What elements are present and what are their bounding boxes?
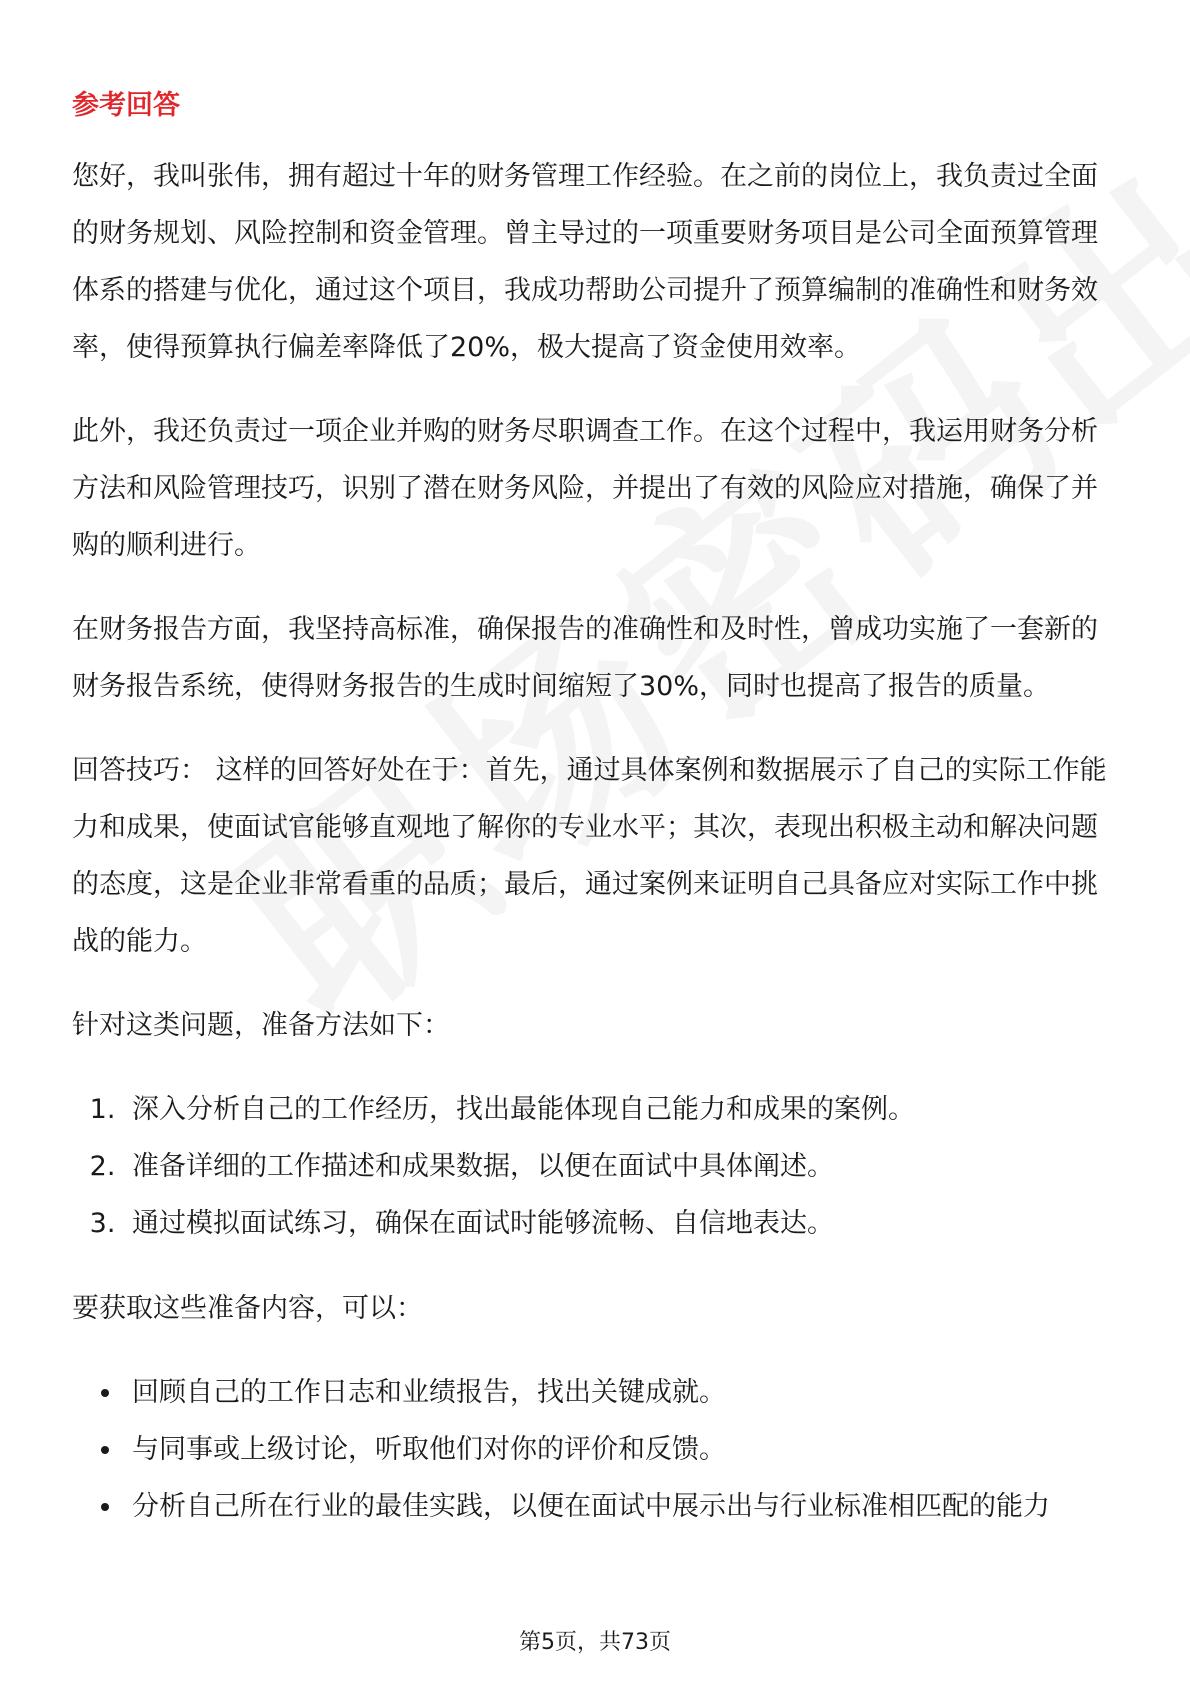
paragraph-intro: 您好，我叫张伟，拥有超过十年的财务管理工作经验。在之前的岗位上，我负责过全面的财务规划、风险控制和资金管理。曾主导过的一项重要财务项目是公司全面预算管理体系的搭建与优化，通过这个项目，我成功帮助公司提升了预算编制的准确性和财务效率，使得预算执行偏差率降低了20%，极大提高了资金使用效率。 (72, 161, 1098, 363)
paragraph-prep-intro: 针对这类问题，准备方法如下： (72, 1010, 450, 1041)
document-content (72, 86, 1122, 1535)
paragraph-answer-tips: 回答技巧： 这样的回答好处在于：首先，通过具体案例和数据展示了自己的实际工作能力和成果，使面试官能够直观地了解你的专业水平；其次，表现出积极主动和解决问题的态度，这是企业非常看重的品质；最后，通过案例来证明自己具备应对实际工作中挑战的能力。 (72, 755, 1107, 957)
list-item: • 分析自己所在行业的最佳实践，以便在面试中展示出与行业标准相匹配的能力 (124, 1478, 1122, 1535)
prep-steps-list (72, 1081, 1122, 1252)
page-number: 第5页，共73页 (519, 1630, 671, 1655)
list-item: • 回顾自己的工作日志和业绩报告，找出关键成就。 (124, 1364, 1122, 1421)
paragraph-acquisition: 此外，我还负责过一项企业并购的财务尽职调查工作。在这个过程中，我运用财务分析方法和风险管理技巧，识别了潜在财务风险，并提出了有效的风险应对措施，确保了并购的顺利进行。 (72, 416, 1098, 561)
section-title: 参考回答 (72, 90, 180, 121)
list-item: • 与同事或上级讨论，听取他们对你的评价和反馈。 (124, 1421, 1122, 1478)
list-item: 3. 通过模拟面试练习，确保在面试时能够流畅、自信地表达。 (124, 1195, 1122, 1252)
list-item: 2. 准备详细的工作描述和成果数据，以便在面试中具体阐述。 (124, 1138, 1122, 1195)
paragraph-tips-intro: 要获取这些准备内容，可以： (72, 1293, 423, 1324)
list-item: 1. 深入分析自己的工作经历，找出最能体现自己能力和成果的案例。 (124, 1081, 1122, 1138)
tips-list (72, 1364, 1122, 1535)
paragraph-reporting: 在财务报告方面，我坚持高标准，确保报告的准确性和及时性，曾成功实施了一套新的财务报告系统，使得财务报告的生成时间缩短了30%，同时也提高了报告的质量。 (72, 614, 1098, 702)
